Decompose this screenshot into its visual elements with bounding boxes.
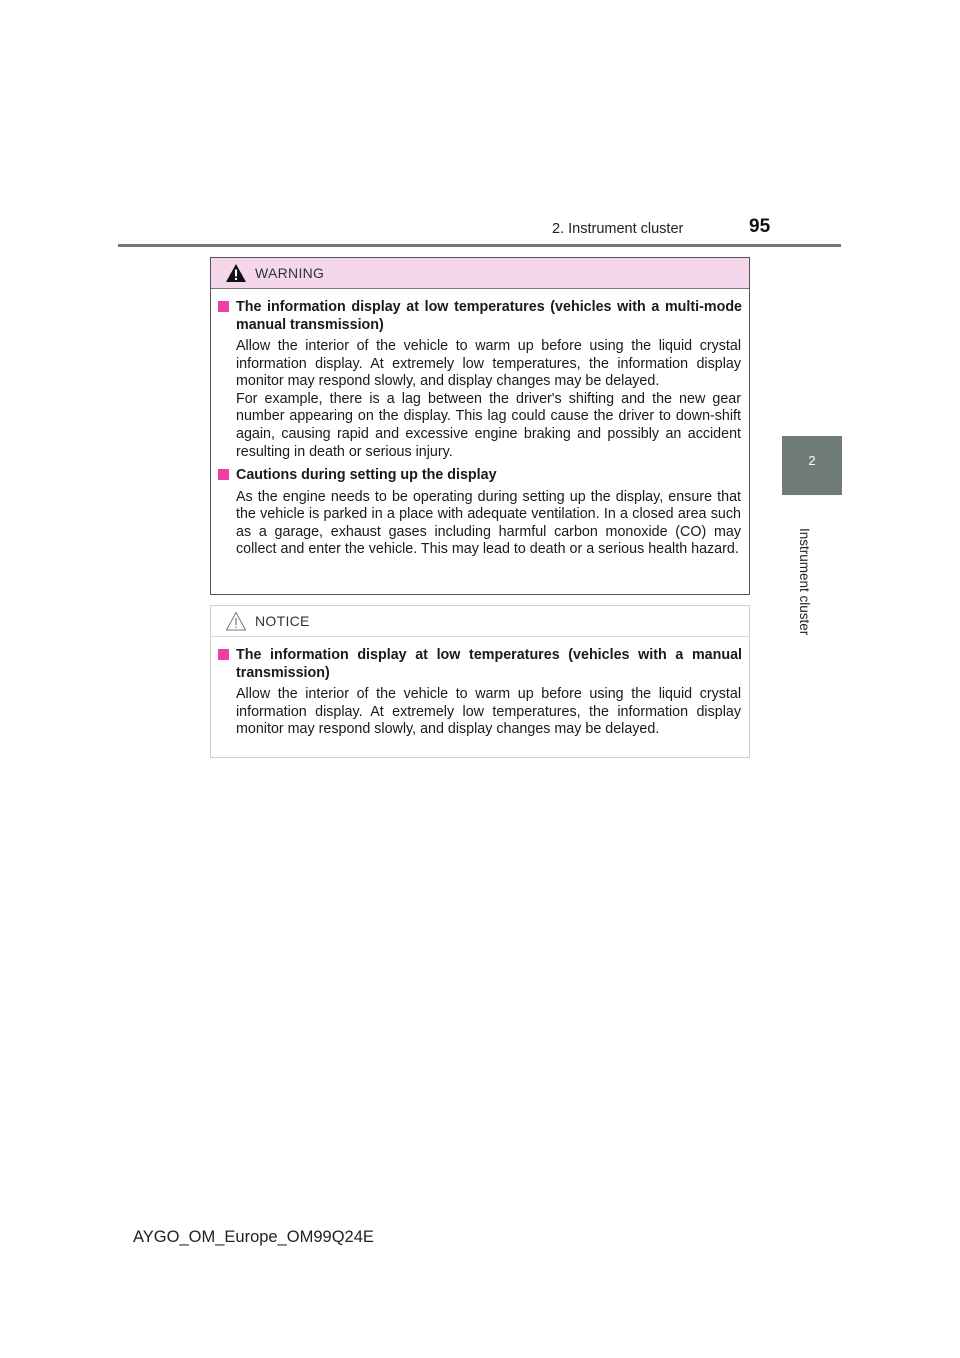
section-title: 2. Instrument cluster bbox=[552, 221, 684, 237]
warning-label: WARNING bbox=[255, 265, 325, 281]
warning-item-text: As the engine needs to be operating during setting up the display, ensure that the vehicle is parked in a place with adequate ventilation. In a closed area such as a garage, exhaust gases including harmful carbon monoxide (CO) may collect and enter the vehicle. This may lead to death or a serious health hazard. bbox=[236, 488, 741, 558]
warning-item bbox=[218, 299, 742, 461]
notice-item-title: The information display at low temperatures (vehicles with a manual transmission) bbox=[218, 647, 742, 682]
warning-item-title: Cautions during setting up the display bbox=[218, 467, 742, 485]
chapter-number: 2 bbox=[808, 453, 816, 468]
warning-box bbox=[210, 257, 750, 595]
notice-box bbox=[210, 605, 750, 758]
warning-item-title: The information display at low temperatures (vehicles with a multi-mode manual transmission) bbox=[218, 299, 742, 334]
warning-item-text: Allow the interior of the vehicle to warm up before using the liquid crystal information display. At extremely low temperatures, the information display monitor may respond slowly, and display changes may be delayed. For example, there is a lag between the driver's shifting and the new gear number appearing on the display. This lag could cause the driver to down-shift again, causing rapid and excessive engine braking and possibly an accident resulting in death or serious injury. bbox=[236, 338, 741, 460]
notice-body bbox=[211, 637, 749, 739]
notice-header bbox=[211, 606, 749, 637]
page-number: 95 bbox=[749, 216, 771, 237]
notice-label: NOTICE bbox=[255, 613, 310, 629]
warning-body bbox=[211, 289, 749, 559]
chapter-tab bbox=[782, 436, 842, 495]
square-bullet-icon bbox=[218, 649, 229, 660]
document-id: AYGO_OM_Europe_OM99Q24E bbox=[133, 1228, 374, 1246]
notice-triangle-icon bbox=[225, 611, 247, 631]
warning-triangle-icon bbox=[225, 263, 247, 283]
notice-item-text: Allow the interior of the vehicle to warm up before using the liquid crystal information display. At extremely low temperatures, the information display monitor may respond slowly, and display changes may be delayed. bbox=[236, 686, 741, 738]
header-rule bbox=[118, 244, 841, 247]
notice-item bbox=[218, 647, 742, 739]
chapter-label: Instrument cluster bbox=[797, 528, 812, 636]
warning-header bbox=[211, 258, 749, 289]
square-bullet-icon bbox=[218, 301, 229, 312]
warning-item bbox=[218, 467, 742, 559]
square-bullet-icon bbox=[218, 469, 229, 480]
